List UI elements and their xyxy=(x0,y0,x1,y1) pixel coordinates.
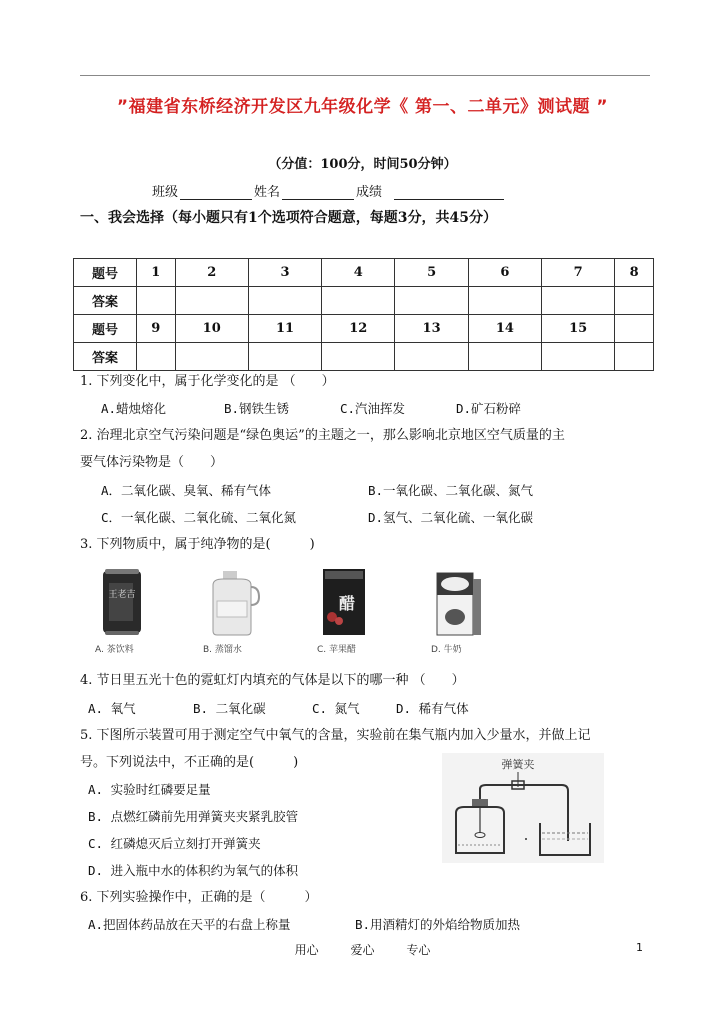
spring-clip-label: 弹簧夹 xyxy=(501,758,535,771)
question-number-cell: 8 xyxy=(615,259,654,287)
image-caption: A. 茶饮料 xyxy=(95,645,134,655)
vinegar-label-text: 醋 xyxy=(338,594,356,613)
tea-drink-image xyxy=(95,565,185,660)
q6-option-b: B.用酒精灯的外焰给物质加热 xyxy=(355,917,521,932)
footer-text: 爱心 xyxy=(350,943,375,957)
question-3-stem: 3. 下列物质中，属于纯净物的是( ) xyxy=(80,537,315,552)
oxygen-measurement-apparatus xyxy=(442,753,604,863)
q5-option-b: B. 点燃红磷前先用弹簧夹夹紧乳胶管 xyxy=(88,809,299,824)
answer-cell[interactable] xyxy=(248,343,321,371)
question-number-cell: 4 xyxy=(322,259,395,287)
q2-option-c: C．一氧化碳、二氧化硫、二氧化氮 xyxy=(101,510,297,525)
answer-cell[interactable] xyxy=(542,287,615,315)
row-header: 题号 xyxy=(74,259,137,287)
question-5-stem-line1: 5. 下图所示装置可用于测定空气中氧气的含量，实验前在集气瓶内加入少量水，并做上记 xyxy=(80,728,591,743)
answer-cell[interactable] xyxy=(395,287,468,315)
q4-option-d: D. 稀有气体 xyxy=(396,701,469,716)
header-rule xyxy=(80,75,650,76)
milk-carton-image xyxy=(431,565,521,660)
q5-option-d: D. 进入瓶中水的体积约为氧气的体积 xyxy=(88,863,299,878)
question-number-cell: 13 xyxy=(395,315,468,343)
q1-option-d: D.矿石粉碎 xyxy=(456,401,522,416)
question-2-stem-line1: 2. 治理北京空气污染问题是“绿色奥运”的主题之一，那么影响北京地区空气质量的主 xyxy=(80,428,565,443)
grade-blank[interactable] xyxy=(394,185,504,200)
question-number-cell xyxy=(615,315,654,343)
q4-option-b: B. 二氧化碳 xyxy=(193,701,266,716)
q1-option-c: C.汽油挥发 xyxy=(340,401,406,416)
question-number-cell: 5 xyxy=(395,259,468,287)
q1-option-b: B.钢铁生锈 xyxy=(224,401,290,416)
footer-text: 专心 xyxy=(406,943,431,957)
class-blank[interactable] xyxy=(180,185,252,200)
answer-cell[interactable] xyxy=(615,287,654,315)
question-number-cell: 9 xyxy=(137,315,176,343)
answer-cell[interactable] xyxy=(137,343,176,371)
page-number: 1 xyxy=(636,941,643,954)
question-4-stem: 4. 节日里五光十色的霓虹灯内填充的气体是以下的哪一种 （ ） xyxy=(80,673,465,688)
q2-option-b: B.一氧化碳、二氧化碳、氮气 xyxy=(368,483,534,498)
answer-cell[interactable] xyxy=(175,343,248,371)
q5-option-c: C. 红磷熄灭后立刻打开弹簧夹 xyxy=(88,836,261,851)
question-number-cell: 15 xyxy=(542,315,615,343)
page-footer xyxy=(0,941,725,958)
q6-option-a: A.把固体药品放在天平的右盘上称量 xyxy=(88,917,291,932)
table-row xyxy=(74,287,654,315)
answer-cell[interactable] xyxy=(248,287,321,315)
distilled-water-image xyxy=(203,565,293,660)
answer-cell[interactable] xyxy=(468,287,541,315)
can-label-text: 王老吉 xyxy=(108,590,136,600)
q2-option-a: A．二氧化碳、臭氧、稀有气体 xyxy=(101,483,272,498)
q1-option-a: A.蜡烛熔化 xyxy=(101,401,167,416)
answer-cell[interactable] xyxy=(175,287,248,315)
row-header: 题号 xyxy=(74,315,137,343)
image-caption: D. 牛奶 xyxy=(431,645,462,655)
answer-cell[interactable] xyxy=(137,287,176,315)
answer-cell[interactable] xyxy=(615,343,654,371)
student-info-line xyxy=(152,181,506,200)
question-number-cell: 11 xyxy=(248,315,321,343)
question-5-stem-line2: 号。下列说法中，不正确的是( ) xyxy=(80,755,299,770)
apple-vinegar-image xyxy=(317,565,407,660)
grade-label: 成绩 xyxy=(356,185,383,200)
q4-option-a: A. 氧气 xyxy=(88,701,136,716)
row-header: 答案 xyxy=(74,287,137,315)
question-number-cell: 7 xyxy=(542,259,615,287)
answer-cell[interactable] xyxy=(542,343,615,371)
answer-cell[interactable] xyxy=(322,343,395,371)
question-1-stem: 1. 下列变化中，属于化学变化的是 （ ） xyxy=(80,374,335,389)
q2-option-d: D.氢气、二氧化硫、一氧化碳 xyxy=(368,510,534,525)
answer-cell[interactable] xyxy=(468,343,541,371)
class-label: 班级 xyxy=(152,185,179,200)
question-number-cell: 1 xyxy=(137,259,176,287)
question-number-cell: 3 xyxy=(248,259,321,287)
q5-option-a: A. 实验时红磷要足量 xyxy=(88,782,211,797)
section-heading-1: 一、我会选择（每小题只有1个选项符合题意，每题3分，共45分） xyxy=(80,210,497,226)
image-caption: C. 苹果醋 xyxy=(317,645,357,655)
answer-table xyxy=(73,258,654,371)
name-label: 姓名 xyxy=(254,185,281,200)
table-row xyxy=(74,343,654,371)
table-row xyxy=(74,259,654,287)
footer-text: 用心 xyxy=(294,943,319,957)
table-row xyxy=(74,315,654,343)
question-number-cell: 6 xyxy=(468,259,541,287)
name-blank[interactable] xyxy=(282,185,354,200)
score-time-line: （分值：100分，时间50分钟） xyxy=(268,157,457,172)
question-number-cell: 14 xyxy=(468,315,541,343)
image-caption: B. 蒸馏水 xyxy=(203,645,242,655)
q4-option-c: C. 氮气 xyxy=(312,701,360,716)
row-header: 答案 xyxy=(74,343,137,371)
answer-cell[interactable] xyxy=(395,343,468,371)
question-2-stem-line2: 要气体污染物是（ ） xyxy=(80,455,224,470)
answer-cell[interactable] xyxy=(322,287,395,315)
question-number-cell: 2 xyxy=(175,259,248,287)
question-6-stem: 6. 下列实验操作中，正确的是（ ） xyxy=(80,890,318,905)
question-number-cell: 10 xyxy=(175,315,248,343)
question-number-cell: 12 xyxy=(322,315,395,343)
page-title: ”福建省东桥经济开发区九年级化学《 第一、二单元》测试题 ” xyxy=(116,97,609,117)
q3-images xyxy=(95,565,525,660)
